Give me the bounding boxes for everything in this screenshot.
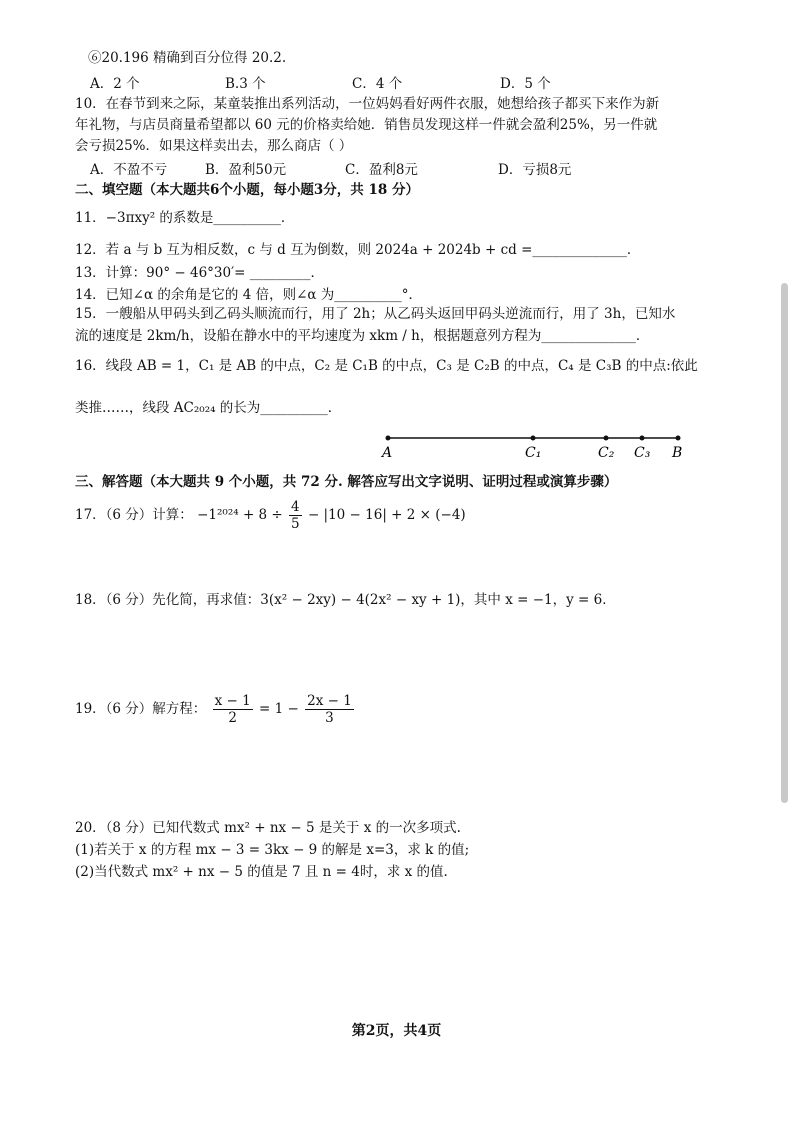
point-c3 [640, 436, 645, 441]
q9-option-a: A．2 个 [90, 76, 140, 92]
q17-frac-num: 4 [291, 499, 300, 515]
q17-frac-den: 5 [291, 516, 300, 532]
q13: 13．计算：90° − 46°30′= _________． [75, 265, 325, 281]
vertical-scrollbar[interactable] [781, 283, 788, 803]
q16-line-2: 类推……，线段 AC₂₀₂₄ 的长为__________． [75, 400, 342, 416]
q19-mid: = 1 − [259, 701, 299, 717]
q15-line-2: 流的速度是 2km/h，设船在静水中的平均速度为 xkm / h，根据题意列方程为______________． [75, 328, 650, 344]
q17-expr-b: − |10 − 16| + 2 × (−4) [307, 507, 466, 523]
q19-rhs-num: 2x − 1 [307, 693, 352, 709]
point-b [676, 436, 681, 441]
q10-option-b: B．盈利50元 [205, 162, 287, 178]
point-c2 [604, 436, 609, 441]
page-footer: 第2页，共4页 [351, 1023, 442, 1039]
q10-line-2: 年礼物，与店员商量希望都以 60 元的价格卖给她．销售员发现这样一件就会盈利25%，另一件就 [75, 117, 658, 133]
q14: 14．已知∠α 的余角是它的 4 倍，则∠α 为__________°． [75, 287, 423, 303]
section-2-title: 二、填空题（本大题共6个小题，每小题3分，共 18 分） [75, 182, 419, 198]
q9-option-b: B.3 个 [225, 76, 266, 92]
q20-line-2: (1)若关于 x 的方程 mx − 3 = 3kx − 9 的解是 x=3，求 k 的值; [75, 842, 470, 858]
label-c3: C₃ [634, 445, 651, 461]
q9-option-c: C．4 个 [352, 76, 403, 92]
q10-option-a: A．不盈不亏 [90, 162, 168, 178]
q17-fraction [289, 499, 302, 532]
q20-line-3: (2)当代数式 mx² + nx − 5 的值是 7 且 n = 4时，求 x 的值. [75, 864, 448, 880]
section-3-title: 三、解答题（本大题共 9 个小题，共 72 分. 解答应写出文字说明、证明过程或演算步骤） [75, 474, 618, 490]
q19 [75, 690, 356, 728]
q9-option-d: D．5 个 [500, 76, 551, 92]
q19-lhs-den: 2 [228, 710, 237, 726]
label-a: A [382, 445, 393, 461]
q9-statement: ⑥20.196 精确到百分位得 20.2. [88, 50, 287, 66]
label-c2: C₂ [598, 445, 615, 461]
q10-line-1: 10．在春节到来之际，某童装推出系列活动，一位妈妈看好两件衣服，她想给孩子都买下来作为新 [75, 96, 660, 112]
q19-lhs-fraction [213, 693, 253, 726]
q10-option-c: C．盈利8元 [345, 162, 418, 178]
q10-option-d: D．亏损8元 [498, 162, 572, 178]
q11: 11．−3πxy² 的系数是__________． [75, 210, 295, 226]
q10-line-3: 会亏损25%．如果这样卖出去，那么商店（ ） [75, 138, 353, 154]
segment-figure [370, 430, 700, 464]
q17 [75, 496, 466, 534]
label-c1: C₁ [525, 445, 542, 461]
q18: 18．（6 分）先化简，再求值：3(x² − 2xy) − 4(2x² − xy + 1)，其中 x = −1，y = 6． [75, 592, 616, 608]
q19-prefix: 19．（6 分）解方程： [75, 701, 207, 717]
q17-expr-a: −1²⁰²⁴ + 8 ÷ [197, 507, 283, 523]
label-b: B [672, 445, 683, 461]
point-c1 [531, 436, 536, 441]
q19-rhs-fraction [305, 693, 354, 726]
q20-line-1: 20．（8 分）已知代数式 mx² + nx − 5 是关于 x 的一次多项式. [75, 820, 461, 836]
q15-line-1: 15．一艘船从甲码头到乙码头顺流而行，用了 2h；从乙码头返回甲码头逆流而行，用了 3h，已知水 [75, 306, 676, 322]
q16-line-1: 16．线段 AB = 1，C₁ 是 AB 的中点，C₂ 是 C₁B 的中点，C₃ 是 C₂B 的中点，C₄ 是 C₃B 的中点:依此 [75, 358, 698, 374]
q12: 12．若 a 与 b 互为相反数，c 与 d 互为倒数，则 2024a + 2024b + cd =______________． [75, 242, 641, 258]
point-a [386, 436, 391, 441]
q17-prefix: 17．（6 分）计算： [75, 507, 193, 523]
q19-rhs-den: 3 [325, 710, 334, 726]
q19-lhs-num: x − 1 [214, 693, 251, 709]
